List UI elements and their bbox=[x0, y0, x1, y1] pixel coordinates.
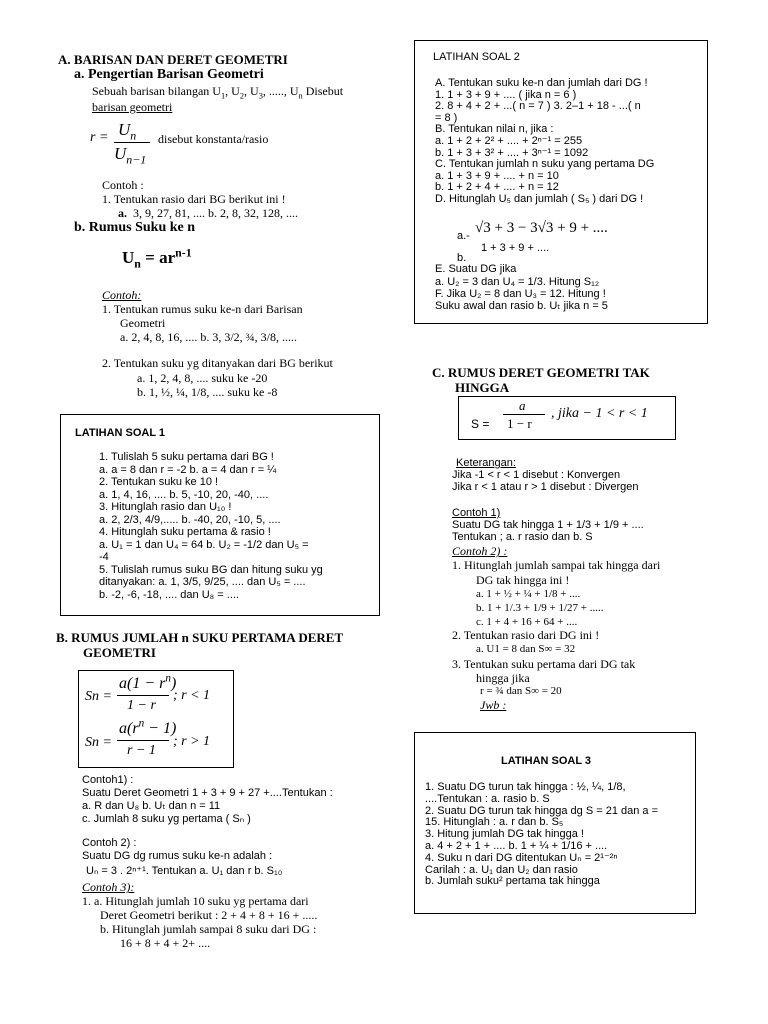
b-example-2-text: Suatu DG dg rumus suku ke-n adalah : bbox=[82, 850, 273, 862]
latihan-2-d-b-formula: 1 + 3 + 9 + .... bbox=[481, 242, 550, 254]
definition-line-1: Sebuah barisan bilangan $U_1$, $U_2$, $U_3$, ....., $U_n$ Disebut bbox=[92, 84, 344, 101]
list-item: 2. Tentukan suku ke 10 ! bbox=[99, 476, 219, 488]
example-b-2: 2. Tentukan suku yg ditanyakan dari BG berikut bbox=[102, 356, 333, 370]
infinite-sum-cond: , jika − 1 < r < 1 bbox=[551, 406, 648, 421]
ratio-equals: r = bbox=[90, 130, 109, 145]
example-b-1-options: a. 2, 4, 8, 16, .... b. 3, 3/2, ¾, 3/8, ..... bbox=[120, 330, 297, 344]
example-b-2a: a. 1, 2, 4, 8, .... suku ke -20 bbox=[137, 371, 268, 385]
latihan-1-list bbox=[99, 451, 323, 601]
c-example-2-2a: a. U1 = 8 dan S∞ = 32 bbox=[476, 643, 576, 655]
list-item: ditanyakan: a. 1, 3/5, 9/25, .... dan U₅ = .... bbox=[99, 576, 306, 588]
list-item: 2. 8 + 4 + 2 + ...( n = 7 ) 3. 2–1 + 18 - ...( n bbox=[435, 100, 641, 113]
list-item: D. Hitunglah U₅ dan jumlah ( S₅ ) dari DG ! bbox=[435, 192, 644, 205]
list-item: 3. Hitung jumlah DG tak hingga ! bbox=[425, 828, 584, 841]
sum-formula-2-cond: ; r > 1 bbox=[173, 734, 211, 749]
c-example-2-title: Contoh 2) : bbox=[452, 544, 508, 558]
section-a-title: A. BARISAN DAN DERET GEOMETRI bbox=[58, 52, 288, 67]
c-example-2-1a: a. 1 + ½ + ¼ + 1/8 + .... bbox=[476, 588, 581, 600]
c-example-2-1-cont: DG tak hingga ini ! bbox=[476, 573, 570, 587]
sn-label-2: Sn = bbox=[85, 735, 112, 750]
list-item: a. 1 + 3 + 9 + .... + n = 10 bbox=[435, 169, 559, 182]
list-item: a. 1, 4, 16, .... b. 5, -10, 20, -40, .... bbox=[99, 488, 269, 501]
list-item: b. Jumlah suku² pertama tak hingga bbox=[425, 875, 600, 888]
formula-un: $U_n = ar^{n-1}$ bbox=[122, 245, 192, 271]
infinite-sum-line bbox=[503, 414, 545, 415]
subsection-a-title: a. Pengertian Barisan Geometri bbox=[74, 67, 264, 82]
sn-label-1: Sn = bbox=[85, 689, 112, 704]
example-b-1-cont: Geometri bbox=[120, 316, 166, 330]
list-item: a. a = 8 dan r = -2 b. a = 4 dan r = ¼ bbox=[99, 463, 277, 476]
latihan-2-list bbox=[435, 78, 654, 206]
latihan-2-f-2: Suku awal dan rasio b. Uₜ jika n = 5 bbox=[435, 300, 608, 312]
list-item: 4. Hitunglah suku pertama & rasio ! bbox=[99, 526, 271, 538]
ratio-denominator: $U_{n-1}$ bbox=[114, 144, 147, 167]
c-example-2-1: 1. Hitunglah jumlah sampai tak hingga dari bbox=[452, 558, 661, 572]
list-item: b. -2, -6, -18, .... dan U₈ = .... bbox=[99, 588, 239, 601]
latihan-2-title: LATIHAN SOAL 2 bbox=[433, 51, 520, 63]
b-example-3-line-1: 1. a. Hitunglah jumlah 10 suku yg pertama dari bbox=[82, 894, 309, 908]
b-example-1-c: c. Jumlah 8 suku yg pertama ( Sₙ ) bbox=[82, 813, 251, 825]
example-b-2b: b. 1, ½, ¼, 1/8, .... suku ke -8 bbox=[137, 385, 278, 399]
infinite-sum-formula-box bbox=[458, 396, 676, 440]
b-example-3-line-2: Deret Geometri berikut : 2 + 4 + 8 + 16 + ..... bbox=[100, 908, 318, 922]
latihan-2-e: E. Suatu DG jika bbox=[435, 263, 517, 275]
list-item: 4. Suku n dari DG ditentukan Uₙ = 2¹⁻²ⁿ bbox=[425, 851, 618, 864]
sum-formula-1-cond: ; r < 1 bbox=[173, 688, 211, 703]
c-example-1-text-2: Tentukan ; a. r rasio dan b. S bbox=[452, 531, 593, 543]
sum-formula-2-den: r − 1 bbox=[127, 743, 156, 758]
c-example-2-1b: b. 1 + 1/.3 + 1/9 + 1/27 + ..... bbox=[476, 602, 604, 614]
list-item: C. Tentukan jumlah n suku yang pertama DG bbox=[435, 158, 655, 171]
list-item: = 8 ) bbox=[435, 111, 458, 124]
latihan-2-d-a: a.- bbox=[457, 230, 470, 242]
c-example-1-title: Contoh 1) bbox=[452, 507, 501, 519]
b-example-3-line-3: b. Hitunglah jumlah sampai 8 suku dari DG : bbox=[100, 922, 317, 936]
keterangan-1: Jika -1 < r < 1 disebut : Konvergen bbox=[452, 469, 621, 481]
list-item: -4 bbox=[99, 551, 109, 563]
list-item: a. U₁ = 1 dan U₄ = 64 b. U₂ = -1/2 dan U₅ = bbox=[99, 538, 309, 551]
list-item: 1. Suatu DG turun tak hingga : ½, ¼, 1/8, bbox=[425, 781, 626, 793]
keterangan-2: Jika r < 1 atau r > 1 disebut : Divergen bbox=[452, 481, 639, 493]
latihan-1-box bbox=[60, 414, 380, 616]
latihan-3-list bbox=[425, 782, 658, 888]
example-b-label: Contoh: bbox=[102, 288, 142, 302]
latihan-2-box bbox=[414, 40, 708, 324]
b-example-2-title: Contoh 2) : bbox=[82, 837, 137, 849]
c-example-1-text: Suatu DG tak hingga 1 + 1/3 + 1/9 + .... bbox=[452, 519, 644, 531]
example-b-1: 1. Tentukan rumus suku ke-n dari Barisan bbox=[102, 302, 303, 316]
list-item: b. 1 + 3 + 3² + .... + 3ⁿ⁻¹ = 1092 bbox=[435, 146, 589, 159]
b-example-1-text: Suatu Deret Geometri 1 + 3 + 9 + 27 +....Tentukan : bbox=[82, 787, 333, 799]
b-example-3-line-4: 16 + 8 + 4 + 2+ .... bbox=[120, 936, 211, 950]
c-example-2-1c: c. 1 + 4 + 16 + 64 + .... bbox=[476, 616, 578, 628]
list-item: ....Tentukan : a. rasio b. S bbox=[425, 792, 550, 805]
section-b-title-2: GEOMETRI bbox=[83, 645, 156, 660]
list-item: A. Tentukan suku ke-n dan jumlah dari DG ! bbox=[435, 77, 648, 89]
list-item: a. 1 + 2 + 2² + .... + 2ⁿ⁻¹ = 255 bbox=[435, 134, 583, 147]
infinite-sum-num: a bbox=[519, 398, 526, 413]
b-example-1-a: a. R dan U₈ b. Uₜ dan n = 11 bbox=[82, 800, 221, 812]
list-item: 1. Tulislah 5 suku pertama dari BG ! bbox=[99, 451, 274, 463]
c-example-2-3: 3. Tentukan suku pertama dari DG tak bbox=[452, 657, 636, 671]
list-item: 15. Hitunglah : a. r dan b. S₅ bbox=[425, 816, 564, 829]
list-item: 1. 1 + 3 + 9 + .... ( jika n = 6 ) bbox=[435, 88, 577, 101]
latihan-2-f: F. Jika U₂ = 8 dan U₃ = 12. Hitung ! bbox=[435, 288, 606, 300]
example-label: Contoh : bbox=[102, 178, 144, 192]
sum-formula-1-den: 1 − r bbox=[127, 698, 156, 713]
latihan-2-d-b: b. bbox=[457, 252, 467, 264]
list-item: 2. Suatu DG turun tak hingga dg S = 21 dan a = bbox=[425, 804, 658, 817]
b-example-1-title: Contoh1) : bbox=[82, 774, 134, 786]
c-example-2-2: 2. Tentukan rasio dari DG ini ! bbox=[452, 628, 600, 642]
s-equals: S = bbox=[471, 417, 490, 431]
section-b-title-1: B. RUMUS JUMLAH n SUKU PERTAMA DERET bbox=[56, 630, 344, 645]
b-example-3-title: Contoh 3): bbox=[82, 880, 135, 894]
sum-formula-1-num: $a(1 - r^n)$ bbox=[119, 672, 177, 692]
sum-formula-2-line bbox=[117, 740, 169, 741]
list-item: B. Tentukan nilai n, jika : bbox=[435, 123, 554, 136]
definition-line-2: barisan geometri bbox=[92, 100, 173, 114]
list-item: a. 2, 2/3, 4/9,..... b. -40, 20, -10, 5, .... bbox=[99, 513, 281, 526]
sum-formula-box bbox=[78, 670, 234, 768]
list-item: 5. Tulislah rumus suku BG dan hitung suku yg bbox=[99, 563, 323, 576]
b-example-2-formula: Uₙ = 3 . 2ⁿ⁺¹. Tentukan a. U₁ dan r b. S₁₀ bbox=[86, 865, 283, 877]
example-1: 1. Tentukan rasio dari BG berikut ini ! bbox=[102, 192, 286, 206]
list-item: Carilah : a. U₁ dan U₂ dan rasio bbox=[425, 863, 578, 876]
list-item: b. 1 + 2 + 4 + .... + n = 12 bbox=[435, 181, 559, 194]
keterangan-label: Keterangan: bbox=[456, 457, 516, 469]
latihan-1-title: LATIHAN SOAL 1 bbox=[75, 427, 166, 439]
c-example-2-3-cond: r = ¾ dan S∞ = 20 bbox=[480, 685, 562, 697]
ratio-note: disebut konstanta/rasio bbox=[158, 132, 269, 146]
answer-label: Jwb : bbox=[480, 698, 507, 712]
latihan-2-d-formula: √3 + 3 − 3√3 + 9 + .... bbox=[475, 220, 608, 236]
sum-formula-1-line bbox=[117, 695, 169, 696]
infinite-sum-den: 1 − r bbox=[507, 416, 532, 431]
subsection-b-title: b. Rumus Suku ke n bbox=[74, 220, 196, 235]
latihan-3-box bbox=[414, 732, 696, 914]
latihan-2-e-a: a. U₂ = 3 dan U₄ = 1/3. Hitung S₁₂ bbox=[435, 276, 600, 288]
section-c-title-2: HINGGA bbox=[455, 380, 510, 395]
ratio-numerator: $U_n$ bbox=[118, 120, 137, 143]
ratio-fraction-line bbox=[114, 142, 150, 143]
section-c-title-1: C. RUMUS DERET GEOMETRI TAK bbox=[432, 365, 650, 380]
list-item: 3. Hitunglah rasio dan U₁₀ ! bbox=[99, 501, 232, 513]
list-item: a. 4 + 2 + 1 + .... b. 1 + ¼ + 1/16 + .... bbox=[425, 839, 608, 852]
c-example-2-3-cont: hingga jika bbox=[476, 671, 530, 685]
sum-formula-2-num: $a(r^n - 1)$ bbox=[119, 717, 177, 737]
example-1-options: a. 3, 9, 27, 81, .... b. 2, 8, 32, 128, .... bbox=[118, 206, 298, 220]
latihan-3-title: LATIHAN SOAL 3 bbox=[501, 755, 592, 767]
